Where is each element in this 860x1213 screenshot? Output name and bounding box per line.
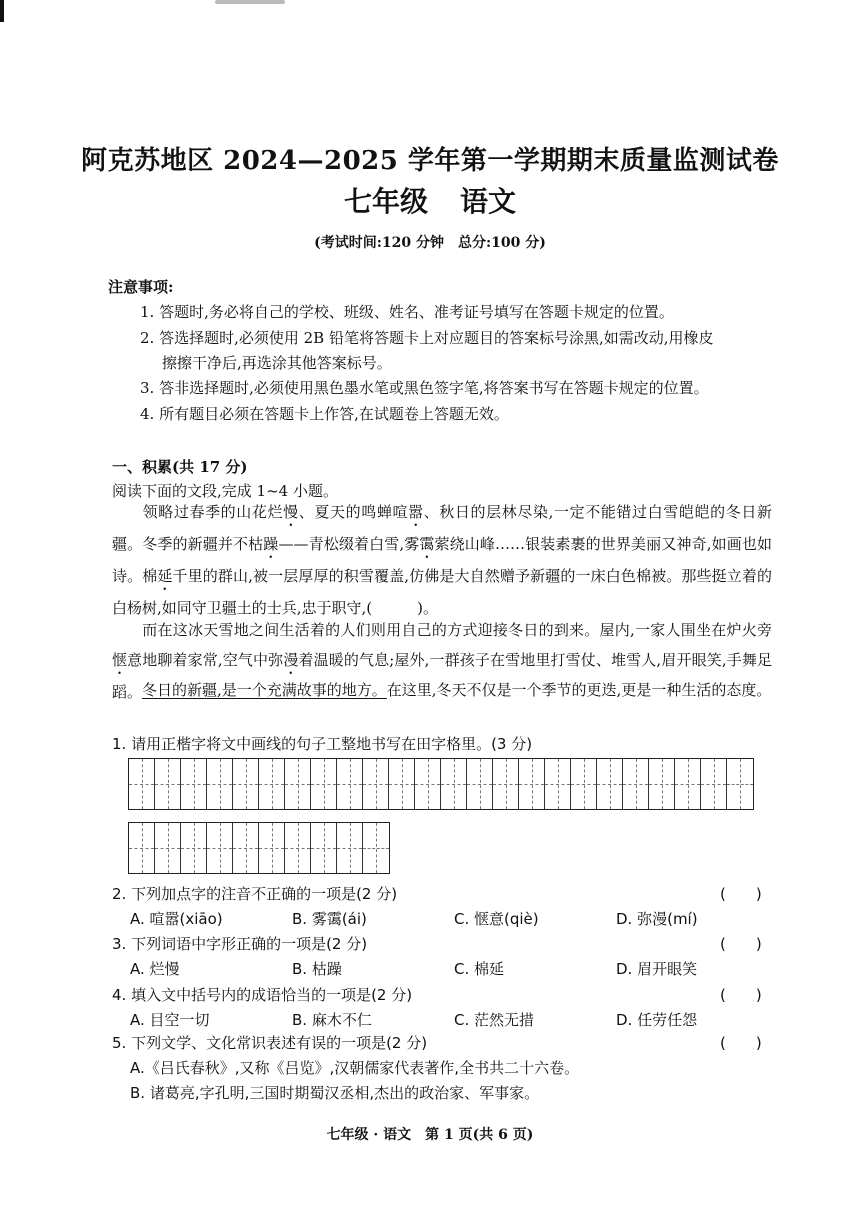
tianzige-cell[interactable] bbox=[155, 823, 181, 873]
tianzige-cell[interactable] bbox=[597, 759, 623, 809]
question-4-option-c[interactable]: C. 茫然无措 bbox=[454, 1011, 535, 1029]
dotted-char: 漫 bbox=[283, 650, 299, 669]
question-3-option-d[interactable]: D. 眉开眼笑 bbox=[616, 960, 698, 978]
question-5-option-b[interactable]: B. 诸葛亮,字孔明,三国时期蜀汉丞相,杰出的政治家、军事家。 bbox=[130, 1084, 540, 1102]
grade-label: 七年级 bbox=[343, 185, 428, 218]
question-5-option-a[interactable]: A.《吕氏春秋》,又称《吕览》,汉朝儒家代表著作,全书共二十六卷。 bbox=[130, 1059, 580, 1077]
tianzige-cell[interactable] bbox=[311, 759, 337, 809]
exam-title: 阿克苏地区 2024—2025 学年第一学期期末质量监测试卷 bbox=[81, 146, 779, 176]
scan-smudge bbox=[215, 0, 285, 4]
tianzige-cell[interactable] bbox=[181, 759, 207, 809]
tianzige-cell[interactable] bbox=[337, 823, 363, 873]
tianzige-cell[interactable] bbox=[337, 759, 363, 809]
tianzige-cell[interactable] bbox=[701, 759, 727, 809]
question-4-option-a[interactable]: A. 目空一切 bbox=[130, 1011, 210, 1029]
tianzige-cell[interactable] bbox=[259, 759, 285, 809]
question-3-option-c[interactable]: C. 棉延 bbox=[454, 960, 505, 978]
question-2-option-a[interactable]: A. 喧嚣(xiāo) bbox=[130, 910, 223, 928]
tianzige-cell[interactable] bbox=[155, 759, 181, 809]
tianzige-cell[interactable] bbox=[233, 823, 259, 873]
passage-paragraph-2: 而在这冰天雪地之间生活着的人们则用自己的方式迎接冬日的到来。屋内,一家人围坐在炉火旁惬意地聊着家常,空气中弥漫着温暖的气息;屋外,一群孩子在雪地里打雪仗、堆雪人,眉开眼笑,手舞足蹈。 bbox=[112, 621, 772, 701]
passage-paragraph-3: 冬日的新疆,是一个充满故事的地方。在这里,冬天不仅是一个季节的更迭,更是一种生活的态度。 bbox=[142, 681, 772, 699]
section-heading: 一、积累(共 17 分) bbox=[112, 458, 248, 476]
notice-item-2-cont: 擦擦干净后,再选涂其他答案标号。 bbox=[162, 354, 392, 372]
tianzige-cell[interactable] bbox=[233, 759, 259, 809]
dotted-char: 霭 bbox=[419, 535, 435, 553]
tianzige-cell[interactable] bbox=[129, 759, 155, 809]
notice-item-3: 3. 答非选择题时,必须使用黑色墨水笔或黑色签字笔,将答案书写在答题卡规定的位置。 bbox=[140, 379, 709, 397]
scan-edge-mark bbox=[0, 0, 4, 22]
tianzige-cell[interactable] bbox=[207, 823, 233, 873]
tianzige-cell[interactable] bbox=[493, 759, 519, 809]
question-2-option-c[interactable]: C. 惬意(qiè) bbox=[454, 910, 539, 928]
tianzige-cell[interactable] bbox=[623, 759, 649, 809]
tianzige-cell[interactable] bbox=[207, 759, 233, 809]
question-4-answer-paren[interactable]: ( ) bbox=[720, 986, 762, 1004]
tianzige-cell[interactable] bbox=[389, 759, 415, 809]
notice-item-2: 2. 答选择题时,必须使用 2B 铅笔将答题卡上对应题目的答案标号涂黑,如需改动,用橡皮 bbox=[140, 329, 714, 347]
passage-paragraph-1: 领略过春季的山花烂慢、夏天的鸣蝉喧嚣、秋日的层林尽染,一定不能错过白雪皑皑的冬日新疆。冬季的新疆并不枯躁——青松缀着白雪,雾霭萦绕山峰……银装素裹的世界美丽又神奇,如画也如诗。棉延千里的群山,被一层厚厚的积雪覆盖,仿佛是大自然赠予新疆的一床白色棉被。那些挺立着的白杨树,如同守卫疆土的士兵,忠于职守,( )。 bbox=[112, 503, 772, 617]
tianzige-cell[interactable] bbox=[311, 823, 337, 873]
exam-subtitle bbox=[0, 180, 860, 220]
tianzige-cell[interactable] bbox=[181, 823, 207, 873]
exam-info: (考试时间:120 分钟 总分:100 分) bbox=[314, 235, 546, 251]
question-3-answer-paren[interactable]: ( ) bbox=[720, 935, 762, 953]
tianzige-cell[interactable] bbox=[467, 759, 493, 809]
page-footer: 七年级 · 语文 第 1 页(共 6 页) bbox=[326, 1127, 534, 1143]
dotted-char: 躁 bbox=[263, 535, 279, 553]
tianzige-cell[interactable] bbox=[363, 759, 389, 809]
tianzige-cell[interactable] bbox=[129, 823, 155, 873]
question-2-option-d[interactable]: D. 弥漫(mí) bbox=[616, 910, 698, 928]
reading-instruction: 阅读下面的文段,完成 1~4 小题。 bbox=[112, 482, 338, 500]
question-2-stem: 2. 下列加点字的注音不正确的一项是(2 分) bbox=[112, 885, 398, 903]
tianzige-grid-row-1[interactable] bbox=[128, 758, 754, 810]
question-3-stem: 3. 下列词语中字形正确的一项是(2 分) bbox=[112, 935, 368, 953]
dotted-char: 慢 bbox=[283, 503, 299, 521]
dotted-char: 延 bbox=[157, 567, 173, 585]
underlined-sentence: 冬日的新疆,是一个充满故事的地方。 bbox=[142, 681, 387, 699]
question-4-option-b[interactable]: B. 麻木不仁 bbox=[292, 1011, 372, 1029]
question-2-option-b[interactable]: B. 雾霭(ái) bbox=[292, 910, 367, 928]
question-5-answer-paren[interactable]: ( ) bbox=[720, 1034, 762, 1052]
tianzige-grid-row-2[interactable] bbox=[128, 822, 390, 874]
tianzige-cell[interactable] bbox=[285, 759, 311, 809]
tianzige-cell[interactable] bbox=[285, 823, 311, 873]
tianzige-cell[interactable] bbox=[649, 759, 675, 809]
question-3-option-b[interactable]: B. 枯躁 bbox=[292, 960, 342, 978]
tianzige-cell[interactable] bbox=[415, 759, 441, 809]
question-5-stem: 5. 下列文学、文化常识表述有误的一项是(2 分) bbox=[112, 1034, 428, 1052]
notice-item-1: 1. 答题时,务必将自己的学校、班级、姓名、准考证号填写在答题卡规定的位置。 bbox=[140, 303, 674, 321]
tianzige-cell[interactable] bbox=[441, 759, 467, 809]
question-1-stem: 1. 请用正楷字将文中画线的句子工整地书写在田字格里。(3 分) bbox=[112, 735, 533, 753]
notice-item-4: 4. 所有题目必须在答题卡上作答,在试题卷上答题无效。 bbox=[140, 405, 509, 423]
tianzige-cell[interactable] bbox=[571, 759, 597, 809]
tianzige-cell[interactable] bbox=[675, 759, 701, 809]
question-2-answer-paren[interactable]: ( ) bbox=[720, 885, 762, 903]
tianzige-cell[interactable] bbox=[727, 759, 753, 809]
question-4-stem: 4. 填入文中括号内的成语恰当的一项是(2 分) bbox=[112, 986, 413, 1004]
subject-label: 语文 bbox=[460, 185, 517, 218]
tianzige-cell[interactable] bbox=[519, 759, 545, 809]
question-3-option-a[interactable]: A. 烂慢 bbox=[130, 960, 180, 978]
dotted-char: 惬 bbox=[112, 650, 128, 669]
question-4-option-d[interactable]: D. 任劳任怨 bbox=[616, 1011, 698, 1029]
dotted-char: 嚣 bbox=[408, 503, 424, 521]
tianzige-cell[interactable] bbox=[545, 759, 571, 809]
notice-heading: 注意事项: bbox=[108, 278, 174, 296]
tianzige-cell[interactable] bbox=[363, 823, 389, 873]
tianzige-cell[interactable] bbox=[259, 823, 285, 873]
